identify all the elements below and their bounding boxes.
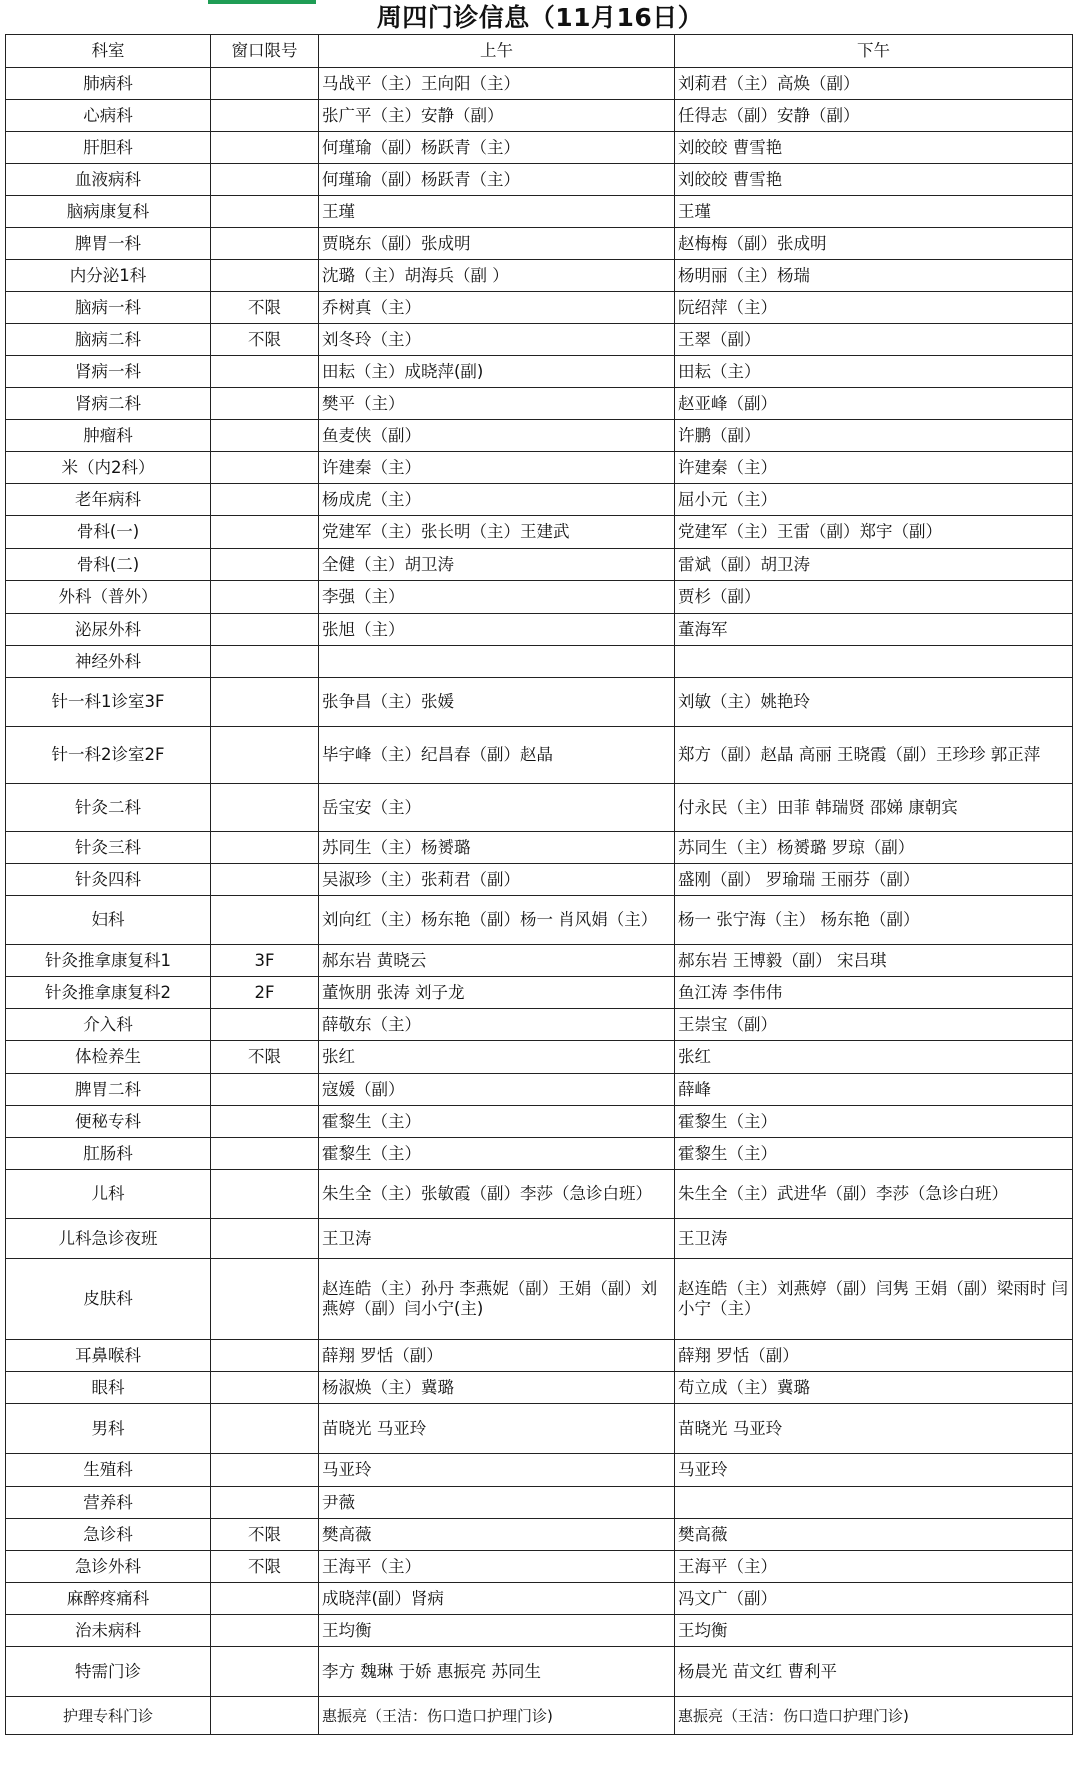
pm-cell: 屈小元（主）: [675, 484, 1073, 516]
pm-cell: 赵连皓（主）刘燕婷（副）闫隽 王娟（副）梁雨时 闫小宁（主）: [675, 1259, 1073, 1340]
table-row: [6, 68, 1073, 100]
dept-cell: 护理专科门诊: [6, 1697, 211, 1735]
limit-cell: [211, 1487, 319, 1519]
pm-cell: 党建军（主）王雷（副）郑宇（副）: [675, 516, 1073, 549]
pm-cell: 樊高薇: [675, 1519, 1073, 1551]
dept-cell: 营养科: [6, 1487, 211, 1519]
pm-cell: 刘皎皎 曹雪艳: [675, 132, 1073, 164]
limit-cell: 不限: [211, 1041, 319, 1074]
am-cell: 张红: [319, 1041, 675, 1074]
am-cell: 惠振亮（王洁：伤口造口护理门诊): [319, 1697, 675, 1735]
pm-cell: 赵梅梅（副）张成明: [675, 228, 1073, 260]
table-row: [6, 1170, 1073, 1219]
pm-cell: 杨明丽（主）杨瑞: [675, 260, 1073, 292]
am-cell: 张广平（主）安静（副）: [319, 100, 675, 132]
pm-cell: 赵亚峰（副）: [675, 388, 1073, 420]
limit-cell: [211, 646, 319, 678]
dept-cell: 肝胆科: [6, 132, 211, 164]
am-cell: 董恢朋 张涛 刘子龙: [319, 977, 675, 1009]
am-cell: 薛敬东（主）: [319, 1009, 675, 1041]
table-row: [6, 1551, 1073, 1583]
dept-cell: 针灸三科: [6, 832, 211, 864]
am-cell: 郝东岩 黄晓云: [319, 945, 675, 977]
pm-cell: 王瑾: [675, 196, 1073, 228]
limit-cell: [211, 1074, 319, 1106]
pm-cell: 王均衡: [675, 1615, 1073, 1647]
pm-cell: 刘莉君（主）高焕（副）: [675, 68, 1073, 100]
limit-cell: [211, 1647, 319, 1697]
am-cell: 吴淑珍（主）张莉君（副）: [319, 864, 675, 896]
pm-cell: 苏同生（主）杨赟璐 罗琼（副）: [675, 832, 1073, 864]
limit-cell: [211, 1697, 319, 1735]
dept-cell: 肾病二科: [6, 388, 211, 420]
table-row: [6, 1219, 1073, 1259]
dept-cell: 肛肠科: [6, 1138, 211, 1170]
limit-cell: [211, 228, 319, 260]
dept-cell: 治未病科: [6, 1615, 211, 1647]
am-cell: 贾晓东（副）张成明: [319, 228, 675, 260]
pm-cell: 霍黎生（主）: [675, 1138, 1073, 1170]
table-row: [6, 832, 1073, 864]
dept-cell: 耳鼻喉科: [6, 1340, 211, 1372]
table-row: [6, 1404, 1073, 1454]
table-row: [6, 1615, 1073, 1647]
table-row: [6, 260, 1073, 292]
dept-cell: 神经外科: [6, 646, 211, 678]
limit-cell: [211, 1170, 319, 1219]
dept-cell: 针灸四科: [6, 864, 211, 896]
pm-cell: 付永民（主）田菲 韩瑞贤 邵娣 康朝宾: [675, 784, 1073, 832]
am-cell: 刘向红（主）杨东艳（副）杨一 肖风娟（主）: [319, 896, 675, 945]
pm-cell: 任得志（副）安静（副）: [675, 100, 1073, 132]
pm-cell: [675, 646, 1073, 678]
am-cell: 刘冬玲（主）: [319, 324, 675, 356]
limit-cell: 不限: [211, 1519, 319, 1551]
limit-cell: [211, 614, 319, 646]
table-row: [6, 945, 1073, 977]
table-row: [6, 324, 1073, 356]
am-cell: 乔树真（主）: [319, 292, 675, 324]
dept-cell: 针一科1诊室3F: [6, 678, 211, 727]
limit-cell: [211, 196, 319, 228]
table-row: [6, 1697, 1073, 1735]
header-limit: 窗口限号: [211, 35, 319, 68]
limit-cell: [211, 1372, 319, 1404]
dept-cell: 肺病科: [6, 68, 211, 100]
am-cell: 苏同生（主）杨赟璐: [319, 832, 675, 864]
header-dept: 科室: [6, 35, 211, 68]
am-cell: 田耘（主）成晓萍(副): [319, 356, 675, 388]
limit-cell: [211, 1138, 319, 1170]
limit-cell: [211, 864, 319, 896]
am-cell: 樊高薇: [319, 1519, 675, 1551]
pm-cell: 郝东岩 王博毅（副） 宋吕琪: [675, 945, 1073, 977]
table-row: [6, 896, 1073, 945]
limit-cell: [211, 727, 319, 784]
dept-cell: 麻醉疼痛科: [6, 1583, 211, 1615]
limit-cell: [211, 420, 319, 452]
am-cell: 李方 魏琳 于娇 惠振亮 苏同生: [319, 1647, 675, 1697]
limit-cell: [211, 516, 319, 549]
table-row: [6, 1340, 1073, 1372]
table-row: [6, 678, 1073, 727]
table-row: [6, 1647, 1073, 1697]
am-cell: 马战平（主）王向阳（主）: [319, 68, 675, 100]
pm-cell: 马亚玲: [675, 1454, 1073, 1487]
dept-cell: 眼科: [6, 1372, 211, 1404]
am-cell: 沈璐（主）胡海兵（副 ）: [319, 260, 675, 292]
pm-cell: 张红: [675, 1041, 1073, 1074]
pm-cell: 董海军: [675, 614, 1073, 646]
am-cell: 王瑾: [319, 196, 675, 228]
table-row: [6, 228, 1073, 260]
table-row: [6, 292, 1073, 324]
dept-cell: 脾胃二科: [6, 1074, 211, 1106]
limit-cell: [211, 1219, 319, 1259]
dept-cell: 脑病康复科: [6, 196, 211, 228]
am-cell: 党建军（主）张长明（主）王建武: [319, 516, 675, 549]
pm-cell: 盛刚（副） 罗瑜瑞 王丽芬（副）: [675, 864, 1073, 896]
pm-cell: 王海平（主）: [675, 1551, 1073, 1583]
dept-cell: 男科: [6, 1404, 211, 1454]
dept-cell: 儿科急诊夜班: [6, 1219, 211, 1259]
dept-cell: 针灸推拿康复科1: [6, 945, 211, 977]
am-cell: 赵连皓（主）孙丹 李燕妮（副）王娟（副）刘燕婷（副）闫小宁(主): [319, 1259, 675, 1340]
dept-cell: 骨科(一): [6, 516, 211, 549]
dept-cell: 急诊外科: [6, 1551, 211, 1583]
header-pm: 下午: [675, 35, 1073, 68]
page-title: 周四门诊信息（11月16日）: [376, 3, 704, 32]
limit-cell: 3F: [211, 945, 319, 977]
limit-cell: 不限: [211, 1551, 319, 1583]
am-cell: 岳宝安（主）: [319, 784, 675, 832]
table-row: [6, 356, 1073, 388]
pm-cell: 刘皎皎 曹雪艳: [675, 164, 1073, 196]
table-row: [6, 132, 1073, 164]
limit-cell: 不限: [211, 324, 319, 356]
table-row: [6, 864, 1073, 896]
dept-cell: 米（内2科）: [6, 452, 211, 484]
am-cell: 霍黎生（主）: [319, 1138, 675, 1170]
header-row: [6, 35, 1073, 68]
am-cell: 全健（主）胡卫涛: [319, 549, 675, 581]
pm-cell: 许鹏（副）: [675, 420, 1073, 452]
pm-cell: 阮绍萍（主）: [675, 292, 1073, 324]
table-row: [6, 1454, 1073, 1487]
dept-cell: 针灸二科: [6, 784, 211, 832]
pm-cell: 薛翔 罗恬（副）: [675, 1340, 1073, 1372]
table-row: [6, 614, 1073, 646]
table-row: [6, 549, 1073, 581]
pm-cell: 田耘（主）: [675, 356, 1073, 388]
am-cell: 杨淑焕（主）冀璐: [319, 1372, 675, 1404]
am-cell: 薛翔 罗恬（副）: [319, 1340, 675, 1372]
am-cell: 毕宇峰（主）纪昌春（副）赵晶: [319, 727, 675, 784]
table-row: [6, 1074, 1073, 1106]
am-cell: 王均衡: [319, 1615, 675, 1647]
dept-cell: 泌尿外科: [6, 614, 211, 646]
table-row: [6, 1372, 1073, 1404]
dept-cell: 介入科: [6, 1009, 211, 1041]
pm-cell: 贾杉（副）: [675, 581, 1073, 614]
limit-cell: [211, 1106, 319, 1138]
am-cell: 李强（主）: [319, 581, 675, 614]
table-row: [6, 1041, 1073, 1074]
am-cell: 鱼麦侠（副）: [319, 420, 675, 452]
dept-cell: 生殖科: [6, 1454, 211, 1487]
limit-cell: [211, 356, 319, 388]
dept-cell: 妇科: [6, 896, 211, 945]
am-cell: 寇媛（副）: [319, 1074, 675, 1106]
table-row: [6, 1487, 1073, 1519]
am-cell: 霍黎生（主）: [319, 1106, 675, 1138]
dept-cell: 脑病一科: [6, 292, 211, 324]
limit-cell: 不限: [211, 292, 319, 324]
limit-cell: [211, 896, 319, 945]
dept-cell: 儿科: [6, 1170, 211, 1219]
limit-cell: [211, 1340, 319, 1372]
pm-cell: 刘敏（主）姚艳玲: [675, 678, 1073, 727]
limit-cell: [211, 581, 319, 614]
pm-cell: 郑方（副）赵晶 高丽 王晓霞（副）王珍珍 郭正萍: [675, 727, 1073, 784]
am-cell: 杨成虎（主）: [319, 484, 675, 516]
am-cell: 张争昌（主）张媛: [319, 678, 675, 727]
pm-cell: 朱生全（主）武进华（副）李莎（急诊白班）: [675, 1170, 1073, 1219]
dept-cell: 针灸推拿康复科2: [6, 977, 211, 1009]
limit-cell: [211, 100, 319, 132]
pm-cell: 惠振亮（王洁：伤口造口护理门诊): [675, 1697, 1073, 1735]
am-cell: 张旭（主）: [319, 614, 675, 646]
am-cell: 苗晓光 马亚玲: [319, 1404, 675, 1454]
dept-cell: 便秘专科: [6, 1106, 211, 1138]
pm-cell: 苗晓光 马亚玲: [675, 1404, 1073, 1454]
limit-cell: [211, 784, 319, 832]
limit-cell: [211, 1615, 319, 1647]
pm-cell: 冯文广（副）: [675, 1583, 1073, 1615]
header-am: 上午: [319, 35, 675, 68]
dept-cell: 急诊科: [6, 1519, 211, 1551]
table-row: [6, 452, 1073, 484]
pm-cell: 鱼江涛 李伟伟: [675, 977, 1073, 1009]
table-row: [6, 977, 1073, 1009]
dept-cell: 血液病科: [6, 164, 211, 196]
pm-cell: 苟立成（主）冀璐: [675, 1372, 1073, 1404]
dept-cell: 脑病二科: [6, 324, 211, 356]
table-row: [6, 1138, 1073, 1170]
table-row: [6, 581, 1073, 614]
limit-cell: [211, 452, 319, 484]
pm-cell: 雷斌（副）胡卫涛: [675, 549, 1073, 581]
limit-cell: [211, 1259, 319, 1340]
am-cell: 马亚玲: [319, 1454, 675, 1487]
pm-cell: 杨晨光 苗文红 曹利平: [675, 1647, 1073, 1697]
dept-cell: 骨科(二): [6, 549, 211, 581]
limit-cell: [211, 549, 319, 581]
dept-cell: 心病科: [6, 100, 211, 132]
limit-cell: [211, 484, 319, 516]
limit-cell: [211, 68, 319, 100]
table-row: [6, 1583, 1073, 1615]
pm-cell: 王卫涛: [675, 1219, 1073, 1259]
am-cell: 成晓萍(副）肾病: [319, 1583, 675, 1615]
limit-cell: [211, 832, 319, 864]
pm-cell: 王崇宝（副）: [675, 1009, 1073, 1041]
schedule-table: [5, 34, 1073, 1735]
limit-cell: [211, 678, 319, 727]
table-row: [6, 1106, 1073, 1138]
dept-cell: 针一科2诊室2F: [6, 727, 211, 784]
limit-cell: [211, 1583, 319, 1615]
table-row: [6, 1009, 1073, 1041]
table-row: [6, 1259, 1073, 1340]
am-cell: 王海平（主）: [319, 1551, 675, 1583]
am-cell: 许建秦（主）: [319, 452, 675, 484]
limit-cell: [211, 388, 319, 420]
am-cell: 何瑾瑜（副）杨跃青（主）: [319, 132, 675, 164]
am-cell: 尹薇: [319, 1487, 675, 1519]
table-row: [6, 196, 1073, 228]
limit-cell: [211, 164, 319, 196]
am-cell: 王卫涛: [319, 1219, 675, 1259]
limit-cell: [211, 132, 319, 164]
table-row: [6, 388, 1073, 420]
am-cell: 樊平（主）: [319, 388, 675, 420]
pm-cell: 杨一 张宁海（主） 杨东艳（副）: [675, 896, 1073, 945]
am-cell: 朱生全（主）张敏霞（副）李莎（急诊白班）: [319, 1170, 675, 1219]
limit-cell: [211, 1404, 319, 1454]
pm-cell: 霍黎生（主）: [675, 1106, 1073, 1138]
table-row: [6, 164, 1073, 196]
dept-cell: 脾胃一科: [6, 228, 211, 260]
table-row: [6, 516, 1073, 549]
limit-cell: [211, 1009, 319, 1041]
pm-cell: 薛峰: [675, 1074, 1073, 1106]
dept-cell: 外科（普外）: [6, 581, 211, 614]
pm-cell: 王翠（副）: [675, 324, 1073, 356]
am-cell: 何瑾瑜（副）杨跃青（主）: [319, 164, 675, 196]
dept-cell: 肿瘤科: [6, 420, 211, 452]
table-row: [6, 727, 1073, 784]
dept-cell: 老年病科: [6, 484, 211, 516]
limit-cell: [211, 260, 319, 292]
limit-cell: 2F: [211, 977, 319, 1009]
dept-cell: 皮肤科: [6, 1259, 211, 1340]
dept-cell: 内分泌1科: [6, 260, 211, 292]
am-cell: [319, 646, 675, 678]
limit-cell: [211, 1454, 319, 1487]
table-row: [6, 646, 1073, 678]
dept-cell: 特需门诊: [6, 1647, 211, 1697]
table-row: [6, 1519, 1073, 1551]
dept-cell: 体检养生: [6, 1041, 211, 1074]
table-row: [6, 420, 1073, 452]
pm-cell: [675, 1487, 1073, 1519]
table-row: [6, 100, 1073, 132]
dept-cell: 肾病一科: [6, 356, 211, 388]
table-row: [6, 484, 1073, 516]
pm-cell: 许建秦（主）: [675, 452, 1073, 484]
table-row: [6, 784, 1073, 832]
